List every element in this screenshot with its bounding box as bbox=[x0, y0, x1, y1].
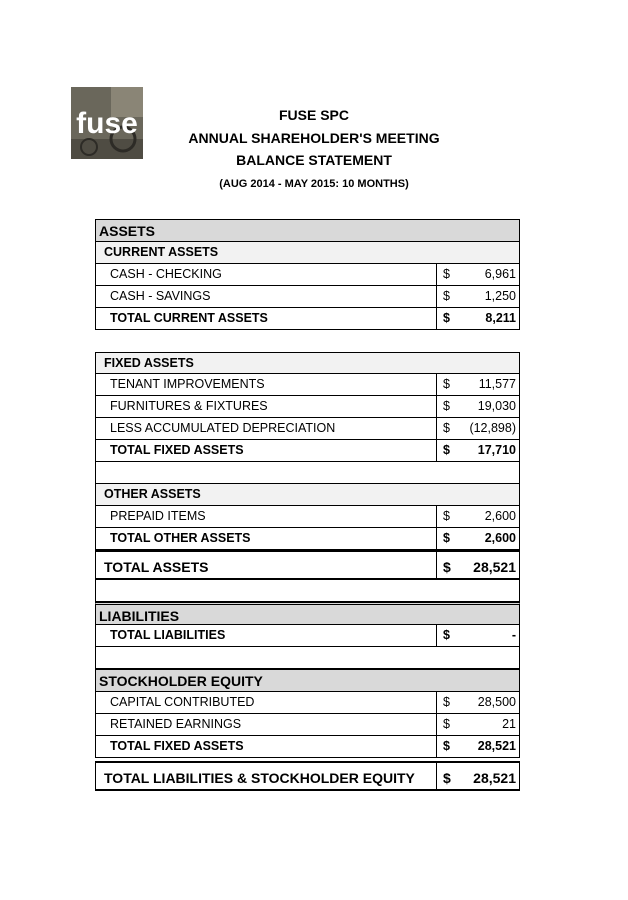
logo-text: fuse bbox=[76, 107, 138, 140]
fixed-assets-title: FIXED ASSETS bbox=[104, 356, 194, 370]
row-label: TOTAL LIABILITIES & STOCKHOLDER EQUITY bbox=[104, 770, 415, 786]
other-assets-header bbox=[95, 484, 520, 506]
total-current-assets-row bbox=[95, 308, 520, 330]
equity-section-header bbox=[95, 669, 520, 692]
row-value: 6,961 bbox=[484, 267, 516, 281]
row-value: 28,521 bbox=[473, 770, 516, 786]
current-assets-header bbox=[95, 242, 520, 264]
total-liabilities-equity-row bbox=[95, 761, 520, 791]
currency-symbol: $ bbox=[443, 267, 450, 281]
row-value: - bbox=[511, 628, 516, 642]
liabilities-section-header bbox=[95, 602, 520, 625]
currency-symbol: $ bbox=[443, 289, 450, 303]
row-label: TOTAL FIXED ASSETS bbox=[110, 443, 244, 457]
assets-section-header bbox=[95, 219, 520, 242]
row-label: TENANT IMPROVEMENTS bbox=[110, 377, 265, 391]
total-other-assets-row bbox=[95, 528, 520, 550]
currency-symbol: $ bbox=[443, 399, 450, 413]
table-row bbox=[95, 264, 520, 286]
table-row bbox=[95, 396, 520, 418]
table-row bbox=[95, 418, 520, 440]
currency-symbol: $ bbox=[443, 509, 450, 523]
total-equity-row bbox=[95, 736, 520, 758]
row-label: TOTAL OTHER ASSETS bbox=[110, 531, 251, 545]
row-label: PREPAID ITEMS bbox=[110, 509, 206, 523]
row-value: 1,250 bbox=[484, 289, 516, 303]
currency-symbol: $ bbox=[443, 628, 450, 642]
row-label: TOTAL LIABILITIES bbox=[110, 628, 226, 642]
balance-sheet bbox=[95, 219, 520, 791]
table-row bbox=[95, 374, 520, 396]
current-assets-title: CURRENT ASSETS bbox=[104, 245, 219, 259]
row-label: CASH - CHECKING bbox=[110, 267, 222, 281]
table-row bbox=[95, 286, 520, 308]
fuse-logo-icon bbox=[71, 87, 143, 159]
total-liabilities-row bbox=[95, 625, 520, 647]
row-value: 11,577 bbox=[478, 377, 516, 391]
assets-title: ASSETS bbox=[99, 223, 156, 239]
row-value: 28,521 bbox=[473, 559, 516, 575]
row-label: FURNITURES & FIXTURES bbox=[110, 399, 268, 413]
fixed-assets-header bbox=[95, 352, 520, 374]
currency-symbol: $ bbox=[443, 377, 450, 391]
spacer bbox=[95, 462, 520, 484]
row-value: 2,600 bbox=[484, 531, 516, 545]
row-label: TOTAL CURRENT ASSETS bbox=[110, 311, 268, 325]
table-row bbox=[95, 692, 520, 714]
row-label: TOTAL FIXED ASSETS bbox=[110, 739, 244, 753]
row-value: 28,521 bbox=[477, 739, 516, 753]
table-row bbox=[95, 506, 520, 528]
currency-symbol: $ bbox=[443, 559, 451, 575]
currency-symbol: $ bbox=[443, 739, 450, 753]
row-value: 8,211 bbox=[485, 311, 516, 325]
row-value: 19,030 bbox=[477, 399, 516, 413]
row-label: LESS ACCUMULATED DEPRECIATION bbox=[110, 421, 336, 435]
spacer bbox=[95, 330, 520, 352]
row-label: CAPITAL CONTRIBUTED bbox=[110, 695, 255, 709]
currency-symbol: $ bbox=[443, 421, 450, 435]
currency-symbol: $ bbox=[443, 695, 450, 709]
statement-title: BALANCE STATEMENT bbox=[236, 152, 392, 168]
row-label: RETAINED EARNINGS bbox=[110, 717, 242, 731]
currency-symbol: $ bbox=[443, 717, 450, 731]
other-assets-title: OTHER ASSETS bbox=[104, 487, 201, 501]
row-value: 2,600 bbox=[484, 509, 516, 523]
equity-title: STOCKHOLDER EQUITY bbox=[99, 673, 263, 689]
meeting-title: ANNUAL SHAREHOLDER'S MEETING bbox=[188, 130, 440, 146]
period-label: (AUG 2014 - MAY 2015: 10 MONTHS) bbox=[219, 178, 409, 190]
row-label: CASH - SAVINGS bbox=[110, 289, 211, 303]
currency-symbol: $ bbox=[443, 531, 450, 545]
fuse-logo bbox=[71, 87, 143, 159]
row-value: 21 bbox=[502, 717, 516, 731]
row-value: 28,500 bbox=[477, 695, 516, 709]
total-fixed-assets-row bbox=[95, 440, 520, 462]
currency-symbol: $ bbox=[443, 311, 450, 325]
total-assets-row bbox=[95, 550, 520, 580]
table-row bbox=[95, 714, 520, 736]
liabilities-title: LIABILITIES bbox=[99, 608, 180, 624]
currency-symbol: $ bbox=[443, 443, 450, 457]
row-label: TOTAL ASSETS bbox=[104, 559, 209, 575]
spacer bbox=[95, 580, 520, 602]
company-title: FUSE SPC bbox=[278, 107, 349, 123]
currency-symbol: $ bbox=[443, 770, 451, 786]
spacer bbox=[95, 647, 520, 669]
row-value: 17,710 bbox=[477, 443, 516, 457]
row-value: (12,898) bbox=[469, 421, 516, 435]
